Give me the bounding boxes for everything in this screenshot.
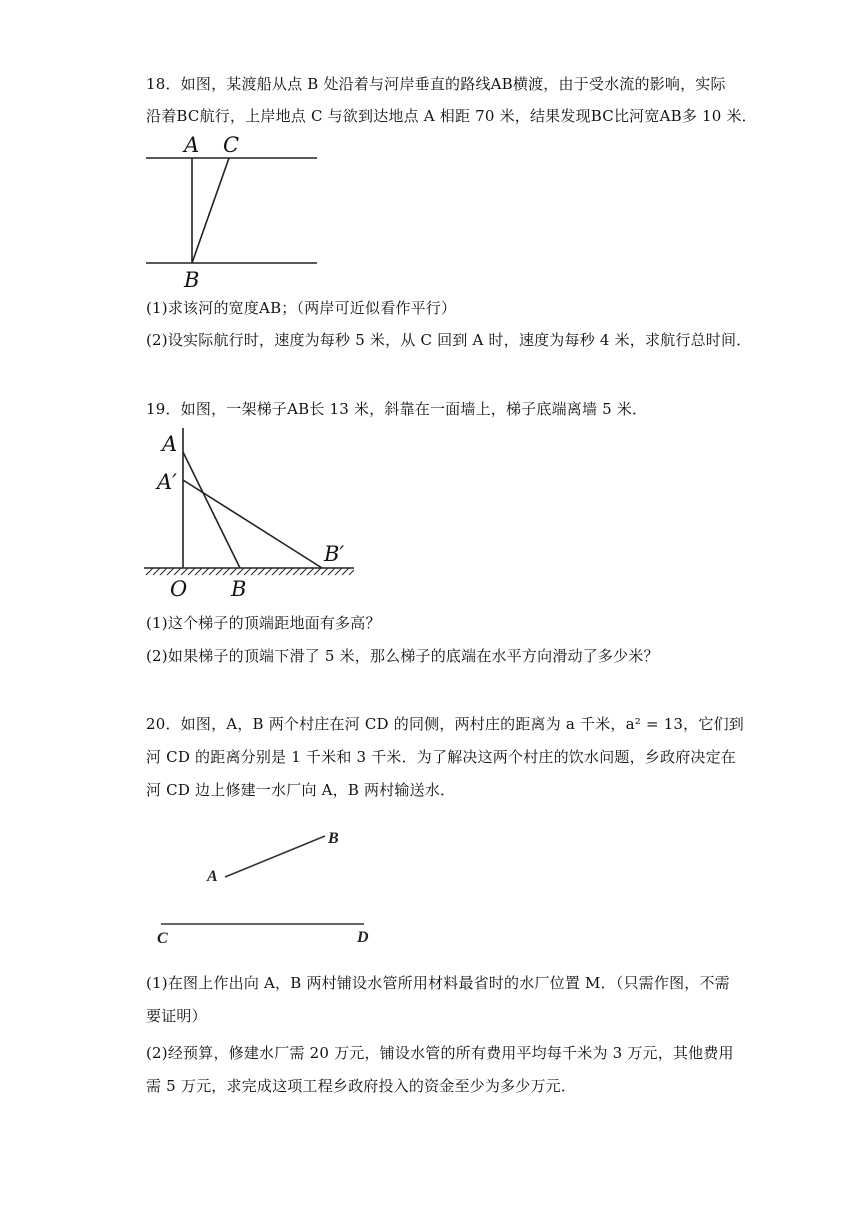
point-label-a: A [162,432,178,456]
q20-text-line1: 20．如图，A，B 两个村庄在河 CD 的同侧，两村庄的距离为 a 千米，a² = 13，它们到 [146,715,744,733]
point-label-b-prime: B′ [324,542,345,566]
q20-text-line2: 河 CD 的距离分别是 1 千米和 3 千米．为了解决这两个村庄的饮水问题，乡政府决定在 [146,748,737,766]
q20-text-line3: 河 CD 边上修建一水厂向 A，B 两村输送水． [146,781,456,799]
q18-text-line2: 沿着BC航行，上岸地点 C 与欲到达地点 A 相距 70 米，结果发现BC比河宽AB多 10 米． [146,107,757,125]
point-label-b: B [231,577,247,601]
point-label-c: C [157,930,168,947]
q19-sub1: (1)这个梯子的顶端距地面有多高？ [146,614,381,632]
point-label-o: O [170,577,188,601]
q18-sub1: (1)求该河的宽度AB；（两岸可近似看作平行） [146,299,457,317]
q19-figure [140,420,360,600]
point-label-a-prime: A′ [157,470,177,494]
point-label-b: B [184,268,200,292]
q20-sub1-line2: 要证明） [146,1007,207,1025]
segment-bc [192,158,229,263]
point-label-b: B [328,830,339,847]
q18-text-line1: 18．如图，某渡船从点 B 处沿着与河岸垂直的路线AB横渡，由于受水流的影响，实际 [146,75,726,93]
segment-ab [225,836,325,877]
q18-sub2: (2)设实际航行时，速度为每秒 5 米，从 C 回到 A 时，速度为每秒 4 米，求航行总时间． [146,331,752,349]
q20-sub2-line2: 需 5 万元，求完成这项工程乡政府投入的资金至少为多少万元． [146,1077,577,1095]
q19-sub2: (2)如果梯子的顶端下滑了 5 米，那么梯子的底端在水平方向滑动了多少米？ [146,647,659,665]
q19-text-line1: 19．如图，一架梯子AB长 13 米，斜靠在一面墙上，梯子底端离墙 5 米． [146,400,648,418]
q20-sub2-line1: (2)经预算，修建水厂需 20 万元，铺设水管的所有费用平均每千米为 3 万元，其他费用 [146,1044,734,1062]
point-label-a: A [184,133,200,157]
point-label-a: A [207,868,218,885]
ladder-a-prime-b-prime [183,480,322,568]
point-label-d: D [357,929,369,946]
q20-figure [150,820,390,950]
ground-hatching [146,568,354,575]
point-label-c: C [223,133,240,157]
q18-figure [140,130,330,290]
q20-sub1-line1: (1)在图上作出向 A，B 两村铺设水管所用材料最省时的水厂位置 M．（只需作图，不需 [146,974,730,992]
